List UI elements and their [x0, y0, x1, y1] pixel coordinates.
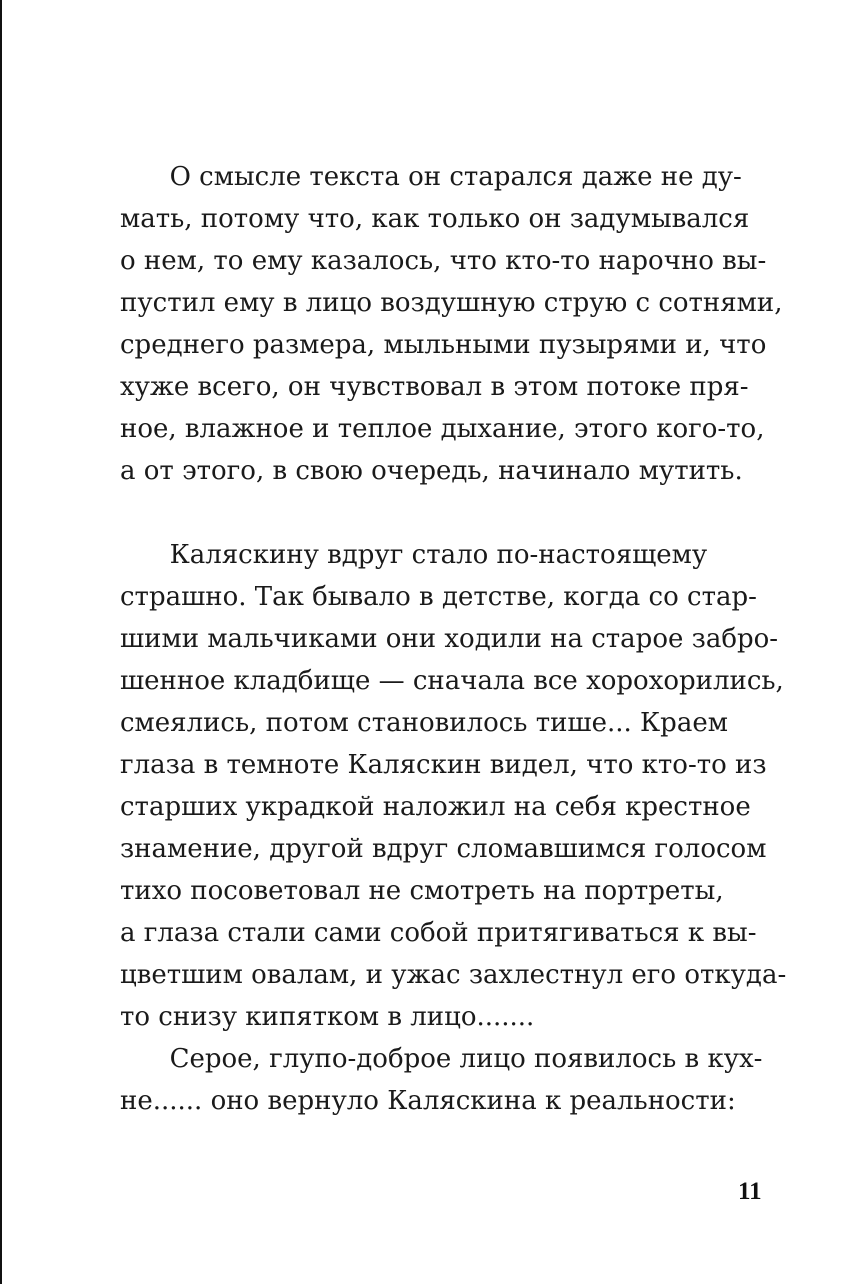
text-line: не...... оно вернуло Каляскина к реальности: — [120, 1086, 736, 1116]
text-line: пустил ему в лицо воздушную струю с сотнями, — [120, 288, 783, 318]
body-text — [120, 156, 787, 1122]
text-line: О смысле текста он старался даже не ду- — [120, 162, 742, 192]
text-line: а от этого, в свою очередь, начинало мутить. — [120, 456, 743, 486]
page-number: 11 — [738, 1178, 762, 1205]
text-line: о нем, то ему казалось, что кто-то нарочно вы- — [120, 246, 767, 276]
text-line: шими мальчиками они ходили на старое забро- — [120, 624, 779, 654]
text-line: мать, потому что, как только он задумывался — [120, 204, 750, 234]
text-line: глаза в темноте Каляскин видел, что кто-то из — [120, 750, 767, 780]
text-line: хуже всего, он чувствовал в этом потоке пря- — [120, 372, 749, 402]
text-line: Серое, глупо-доброе лицо появилось в кух- — [120, 1044, 763, 1074]
text-line: старших украдкой наложил на себя крестное — [120, 792, 751, 822]
text-line: шенное кладбище — сначала все хорохорились, — [120, 666, 784, 696]
text-line: знамение, другой вдруг сломавшимся голосом — [120, 834, 767, 864]
paragraph-gap — [120, 492, 780, 534]
paragraph-1 — [120, 156, 783, 492]
text-line: то снизу кипятком в лицо....... — [120, 1002, 535, 1032]
text-line: цветшим овалам, и ужас захлестнул его откуда- — [120, 960, 787, 990]
text-line: страшно. Так бывало в детстве, когда со стар- — [120, 582, 757, 612]
text-line: тихо посоветовал не смотреть на портреты, — [120, 876, 724, 906]
text-line: а глаза стали сами собой притягиваться к вы- — [120, 918, 757, 948]
text-line: ное, влажное и теплое дыхание, этого кого-то, — [120, 414, 765, 444]
paragraph-2 — [120, 534, 787, 1122]
text-line: Каляскину вдруг стало по-настоящему — [120, 540, 708, 570]
text-line: смеялись, потом становилось тише... Краем — [120, 708, 728, 738]
text-line: среднего размера, мыльными пузырями и, что — [120, 330, 767, 360]
